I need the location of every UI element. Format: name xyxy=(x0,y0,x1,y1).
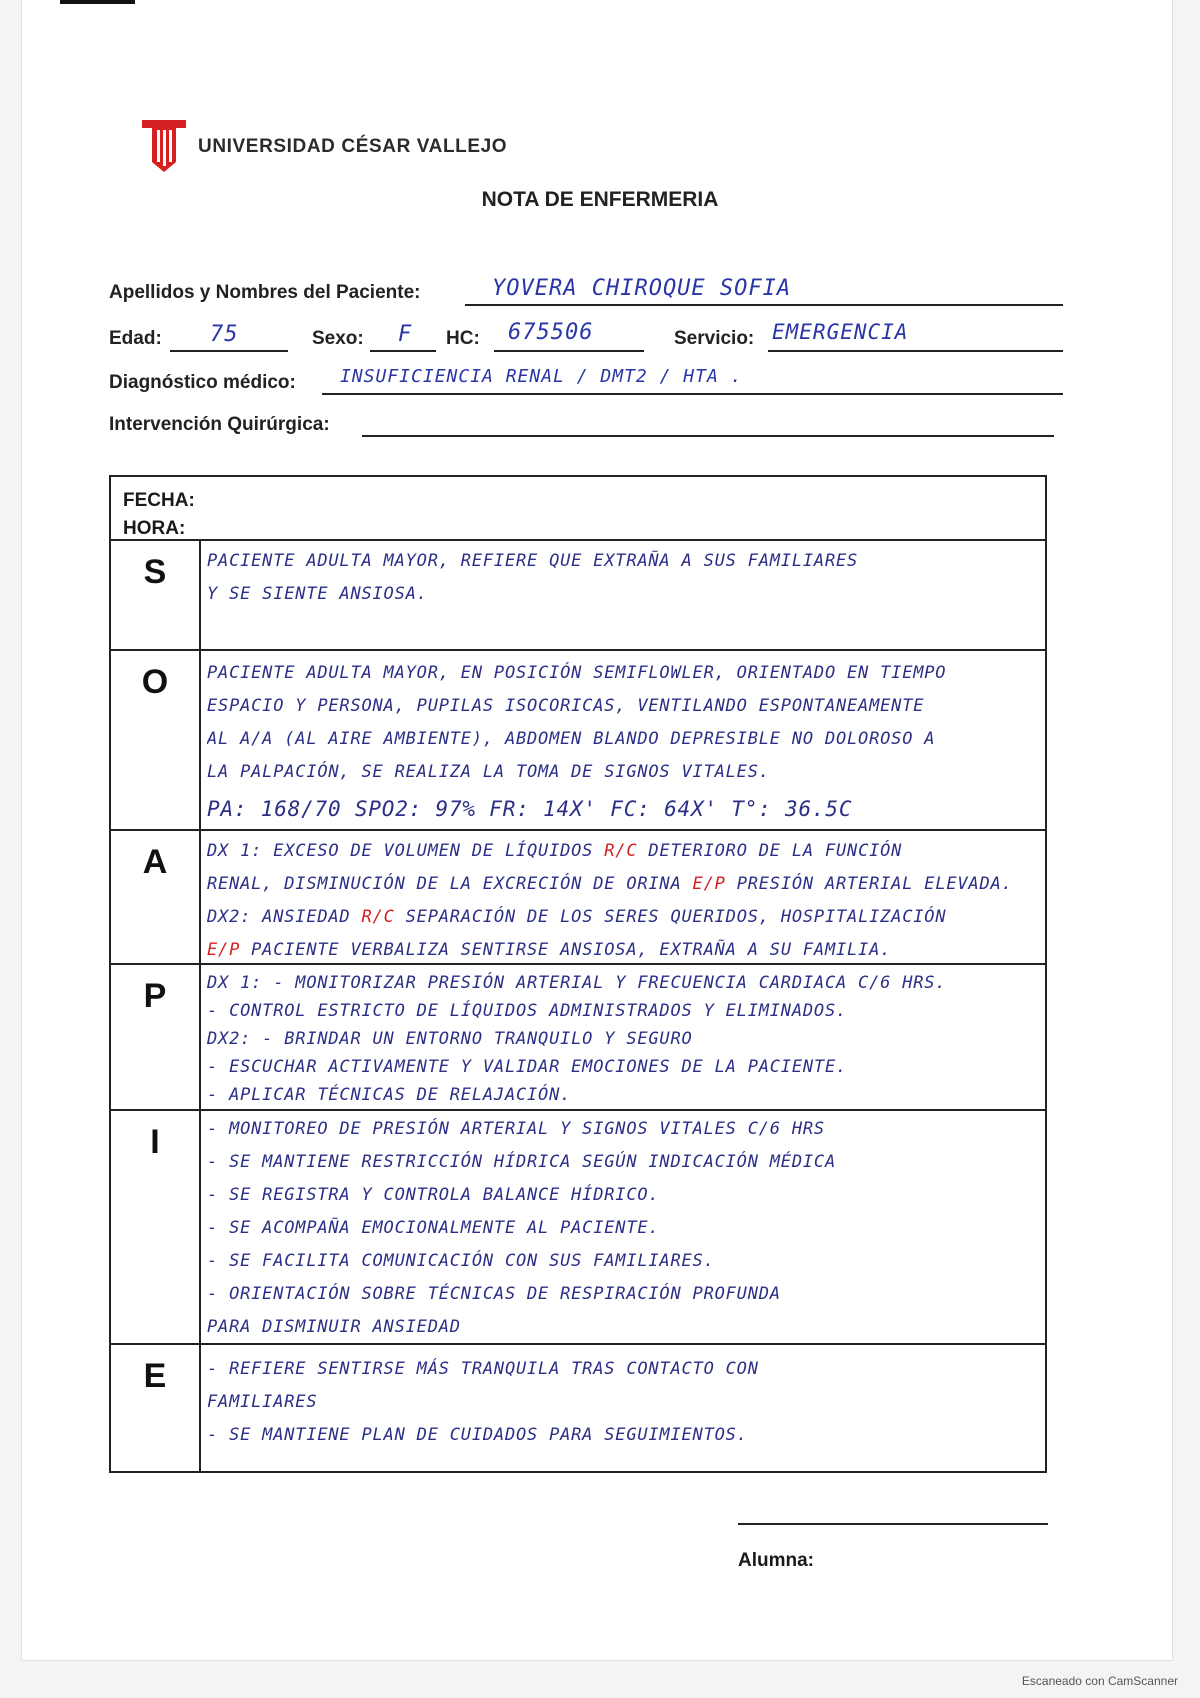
letter-s: S xyxy=(143,553,167,591)
subjective-line: Y SE SIENTE ANSIOSA. xyxy=(207,584,428,604)
related-to-marker: R/C xyxy=(604,841,638,861)
surgery-line xyxy=(362,409,1054,437)
intervention-line: - SE REGISTRA Y CONTROLA BALANCE HÍDRICO. xyxy=(207,1185,660,1205)
letter-cell-i xyxy=(111,1111,201,1345)
letter-p: P xyxy=(143,977,167,1015)
subjective-content xyxy=(207,545,1039,611)
alumna-label: Alumna: xyxy=(738,1550,814,1571)
hora-label: HORA: xyxy=(123,518,186,539)
diagnosis-label: Diagnóstico médico: xyxy=(109,372,296,393)
plan-line: - APLICAR TÉCNICAS DE RELAJACIÓN. xyxy=(207,1085,572,1105)
soap-row-p xyxy=(111,963,1045,1111)
intervention-line: - MONITOREO DE PRESIÓN ARTERIAL Y SIGNOS VITALES C/6 HRS xyxy=(207,1119,825,1139)
institution-name: UNIVERSIDAD CÉSAR VALLEJO xyxy=(198,136,508,157)
plan-line: - ESCUCHAR ACTIVAMENTE Y VALIDAR EMOCIONES DE LA PACIENTE. xyxy=(207,1057,848,1077)
soap-row-i xyxy=(111,1109,1045,1345)
evidenced-by-marker: E/P xyxy=(207,940,241,960)
diagnosis-value: INSUFICIENCIA RENAL / DMT2 / HTA . xyxy=(340,366,743,387)
plan-content xyxy=(207,969,1039,1109)
hc-value: 675506 xyxy=(508,320,594,345)
objective-line: ESPACIO Y PERSONA, PUPILAS ISOCORICAS, VENTILANDO ESPONTANEAMENTE xyxy=(207,696,925,716)
signature-line xyxy=(738,1523,1048,1525)
assessment-text: PACIENTE VERBALIZA SENTIRSE ANSIOSA, EXTRAÑA A SU FAMILIA. xyxy=(240,940,892,960)
intervention-line: - SE MANTIENE RESTRICCIÓN HÍDRICA SEGÚN INDICACIÓN MÉDICA xyxy=(207,1152,836,1172)
service-value: EMERGENCIA xyxy=(772,320,909,344)
sex-label: Sexo: xyxy=(312,328,364,349)
letter-cell-p xyxy=(111,965,201,1111)
assessment-text: DX 1: EXCESO DE VOLUMEN DE LÍQUIDOS xyxy=(207,841,605,861)
plan-line: - CONTROL ESTRICTO DE LÍQUIDOS ADMINISTRADOS Y ELIMINADOS. xyxy=(207,1001,848,1021)
assessment-text: SEPARACIÓN DE LOS SERES QUERIDOS, HOSPITALIZACIÓN xyxy=(394,907,947,927)
letter-o: O xyxy=(141,663,169,701)
intervention-line: - SE FACILITA COMUNICACIÓN CON SUS FAMILIARES. xyxy=(207,1251,715,1271)
university-logo-icon xyxy=(140,118,188,174)
service-label: Servicio: xyxy=(674,328,755,349)
plan-line: DX2: - BRINDAR UN ENTORNO TRANQUILO Y SEGURO xyxy=(207,1029,693,1049)
letter-i: I xyxy=(150,1123,160,1161)
vital-signs-line: PA: 168/70 SPO2: 97% FR: 14X' FC: 64X' T°: 36.5C xyxy=(207,797,853,821)
assessment-line xyxy=(207,868,1039,901)
sex-value: F xyxy=(398,322,413,347)
assessment-text: DX2: ANSIEDAD xyxy=(207,907,362,927)
assessment-line xyxy=(207,901,1039,934)
soap-row-e xyxy=(111,1343,1045,1473)
assessment-content xyxy=(207,835,1039,967)
intervention-line: PARA DISMINUIR ANSIEDAD xyxy=(207,1317,461,1337)
assessment-text: PRESIÓN ARTERIAL ELEVADA. xyxy=(725,874,1013,894)
evaluation-line: FAMILIARES xyxy=(207,1392,318,1412)
letter-cell-s xyxy=(111,541,201,651)
scanner-watermark: Escaneado con CamScanner xyxy=(1021,1674,1178,1688)
page-title: NOTA DE ENFERMERIA xyxy=(481,188,719,211)
soap-row-a xyxy=(111,829,1045,965)
letter-cell-a xyxy=(111,831,201,965)
hc-label: HC: xyxy=(446,328,480,349)
subjective-line: PACIENTE ADULTA MAYOR, REFIERE QUE EXTRAÑA A SUS FAMILIARES xyxy=(207,551,859,571)
letter-cell-e xyxy=(111,1345,201,1473)
intervention-line: - SE ACOMPAÑA EMOCIONALMENTE AL PACIENTE. xyxy=(207,1218,660,1238)
fecha-label: FECHA: xyxy=(123,490,195,511)
intervention-content xyxy=(207,1113,1039,1344)
letter-a: A xyxy=(142,843,168,881)
age-value: 75 xyxy=(210,322,239,347)
objective-line: AL A/A (AL AIRE AMBIENTE), ABDOMEN BLANDO DEPRESIBLE NO DOLOROSO A xyxy=(207,729,936,749)
age-label: Edad: xyxy=(109,328,162,349)
plan-line: DX 1: - MONITORIZAR PRESIÓN ARTERIAL Y FRECUENCIA CARDIACA C/6 HRS. xyxy=(207,973,947,993)
surgery-label: Intervención Quirúrgica: xyxy=(109,414,330,435)
assessment-text: RENAL, DISMINUCIÓN DE LA EXCRECIÓN DE ORINA xyxy=(207,874,693,894)
fecha-hora-header xyxy=(123,487,195,543)
evidenced-by-marker: E/P xyxy=(692,874,726,894)
intervention-line: - ORIENTACIÓN SOBRE TÉCNICAS DE RESPIRACIÓN PROFUNDA xyxy=(207,1284,781,1304)
assessment-line xyxy=(207,835,1039,868)
letter-cell-o xyxy=(111,651,201,831)
soap-table xyxy=(109,475,1047,1473)
patient-name-label: Apellidos y Nombres del Paciente: xyxy=(109,282,421,303)
objective-line: PACIENTE ADULTA MAYOR, EN POSICIÓN SEMIFLOWLER, ORIENTADO EN TIEMPO xyxy=(207,663,947,683)
letter-e: E xyxy=(143,1357,167,1395)
evaluation-line: - SE MANTIENE PLAN DE CUIDADOS PARA SEGUIMIENTOS. xyxy=(207,1425,748,1445)
patient-name-value: YOVERA CHIROQUE SOFIA xyxy=(492,276,792,301)
soap-row-o xyxy=(111,649,1045,831)
evaluation-content xyxy=(207,1353,1039,1452)
scan-edge-mark xyxy=(60,0,135,4)
objective-content xyxy=(207,657,1039,829)
related-to-marker: R/C xyxy=(361,907,395,927)
objective-line: LA PALPACIÓN, SE REALIZA LA TOMA DE SIGNOS VITALES. xyxy=(207,762,770,782)
soap-row-s xyxy=(111,539,1045,651)
assessment-text: DETERIORO DE LA FUNCIÓN xyxy=(637,841,903,861)
evaluation-line: - REFIERE SENTIRSE MÁS TRANQUILA TRAS CONTACTO CON xyxy=(207,1359,759,1379)
